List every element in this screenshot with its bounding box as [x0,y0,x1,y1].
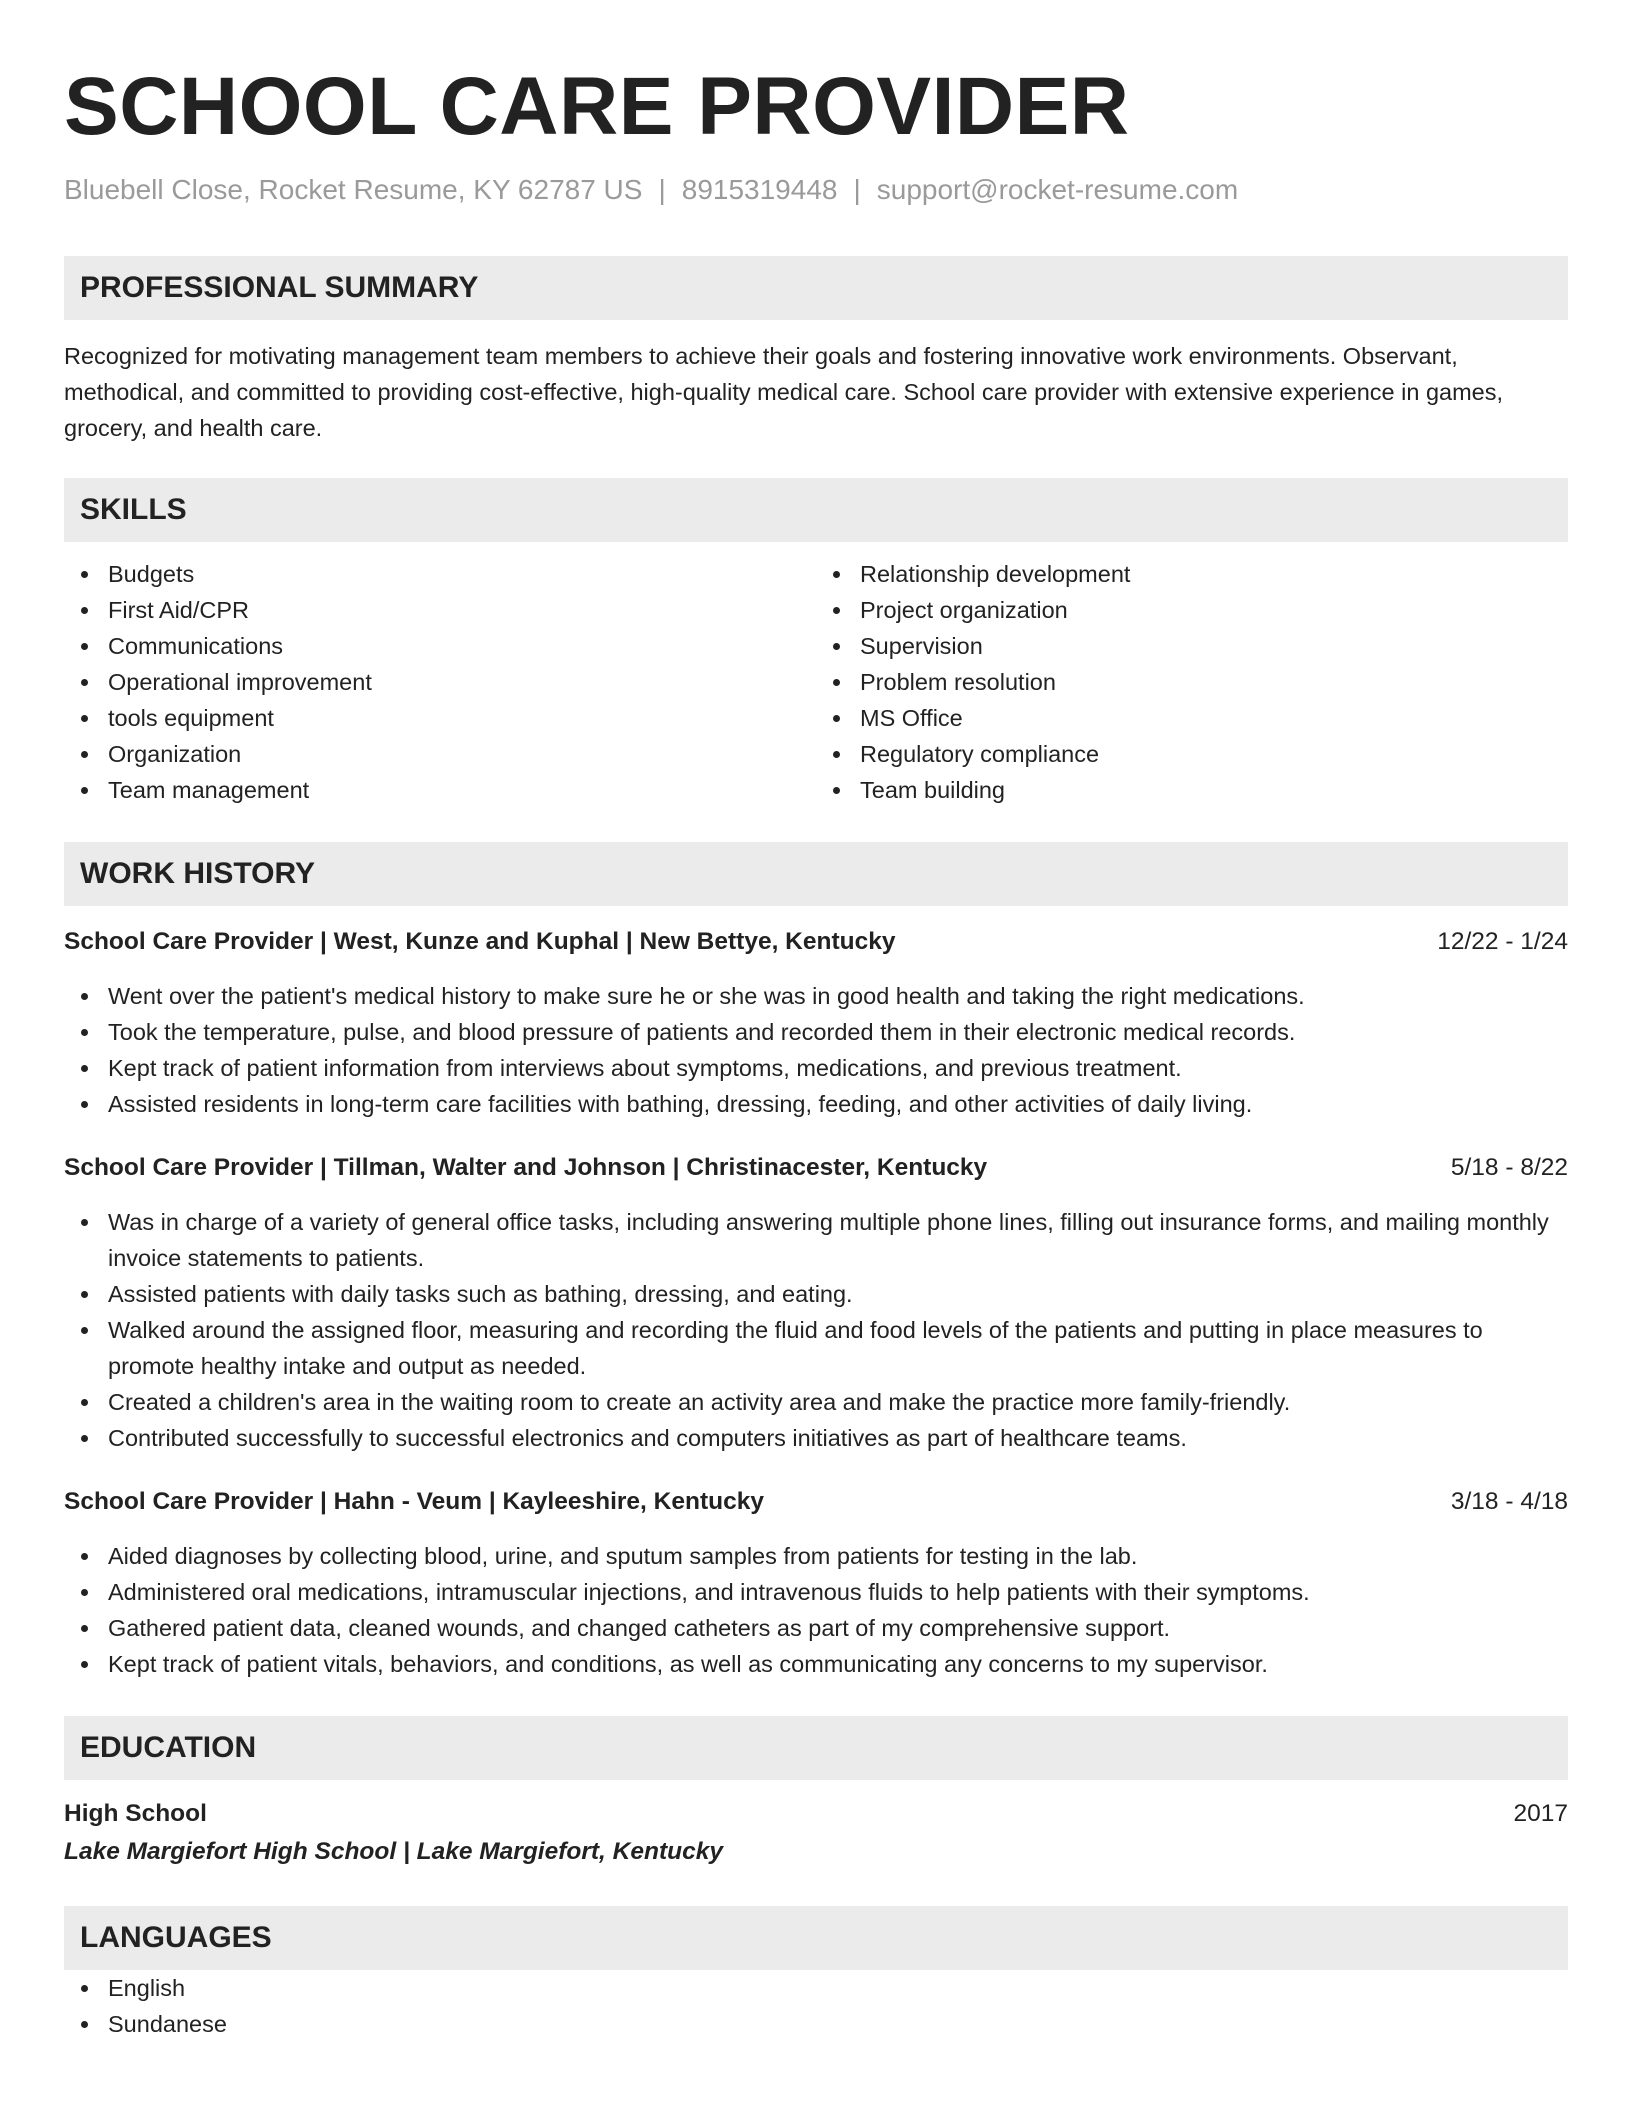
job-bullet: Gathered patient data, cleaned wounds, and changed catheters as part of my comprehensive support. [64,1610,1568,1646]
candidate-name: SCHOOL CARE PROVIDER [64,61,1130,152]
section-header-languages: LANGUAGES [64,1906,1568,1970]
job-entry [64,924,1568,1122]
job-title: School Care Provider | West, Kunze and Kuphal | New Bettye, Kentucky [64,928,896,955]
section-header-skills: SKILLS [64,478,1568,542]
education-school: Lake Margiefort High School | Lake Margiefort, Kentucky [64,1838,723,1865]
job-bullet: Administered oral medications, intramuscular injections, and intravenous fluids to help patients with their symptoms. [64,1574,1568,1610]
job-bullet: Kept track of patient information from interviews about symptoms, medications, and previous treatment. [64,1050,1568,1086]
job-dates: 3/18 - 4/18 [1450,1488,1568,1515]
section-header-education: EDUCATION [64,1716,1568,1780]
job-bullet: Was in charge of a variety of general office tasks, including answering multiple phone lines, filling out insurance forms, and mailing monthly invoice statements to patients. [64,1204,1568,1276]
skills-column-right [816,556,1568,808]
skill-item: Supervision [816,628,1568,664]
job-heading-row [64,1150,1568,1186]
skills-column-left [64,556,816,808]
languages-list [64,1970,1568,2042]
contact-phone: 8915319448 [681,174,838,205]
skill-item: Problem resolution [816,664,1568,700]
job-entry [64,1150,1568,1456]
job-title: School Care Provider | Hahn - Veum | Kayleeshire, Kentucky [64,1488,764,1515]
skill-item: Team management [64,772,816,808]
skills-grid [64,556,1568,808]
skill-item: Team building [816,772,1568,808]
job-bullet: Assisted residents in long-term care facilities with bathing, dressing, feeding, and other activities of daily living. [64,1086,1568,1122]
job-bullet: Assisted patients with daily tasks such as bathing, dressing, and eating. [64,1276,1568,1312]
skill-item: Project organization [816,592,1568,628]
job-bullets [64,978,1568,1122]
education-year: 2017 [1513,1800,1568,1827]
education-heading-row [64,1796,1568,1832]
skill-item: Operational improvement [64,664,816,700]
section-header-work-history: WORK HISTORY [64,842,1568,906]
contact-separator: | [853,174,861,205]
job-bullets [64,1204,1568,1456]
education-degree: High School [64,1800,207,1827]
skill-item: Relationship development [816,556,1568,592]
summary-text: Recognized for motivating management team members to achieve their goals and fostering innovative work environments. Observant, methodical, and committed to providing cost-effective, high-quality medical care. School care provider with extensive experience in games, grocery, and health care. [64,343,1504,441]
job-entry [64,1484,1568,1682]
skill-item: Budgets [64,556,816,592]
job-bullet: Aided diagnoses by collecting blood, urine, and sputum samples from patients for testing in the lab. [64,1538,1568,1574]
job-bullet: Went over the patient's medical history to make sure he or she was in good health and taking the right medications. [64,978,1568,1014]
contact-email: support@rocket-resume.com [876,174,1239,205]
contact-separator: | [658,174,666,205]
job-heading-row [64,1484,1568,1520]
language-item: English [64,1970,1568,2006]
job-title: School Care Provider | Tillman, Walter and Johnson | Christinacester, Kentucky [64,1154,988,1181]
job-bullet: Kept track of patient vitals, behaviors, and conditions, as well as communicating any concerns to my supervisor. [64,1646,1568,1682]
skill-item: Regulatory compliance [816,736,1568,772]
job-bullet: Contributed successfully to successful electronics and computers initiatives as part of healthcare teams. [64,1420,1568,1456]
education-entry [64,1796,1568,1872]
job-bullet: Created a children's area in the waiting room to create an activity area and make the practice more family-friendly. [64,1384,1568,1420]
section-header-summary: PROFESSIONAL SUMMARY [64,256,1568,320]
skill-item: tools equipment [64,700,816,736]
contact-address: Bluebell Close, Rocket Resume, KY 62787 US [64,174,643,205]
language-item: Sundanese [64,2006,1568,2042]
contact-line [64,176,1568,204]
job-bullet: Walked around the assigned floor, measuring and recording the fluid and food levels of the patients and putting in place measures to promote healthy intake and output as needed. [64,1312,1568,1384]
skill-item: First Aid/CPR [64,592,816,628]
job-dates: 12/22 - 1/24 [1437,928,1568,955]
job-bullets [64,1538,1568,1682]
job-heading-row [64,924,1568,960]
skill-item: Communications [64,628,816,664]
job-dates: 5/18 - 8/22 [1450,1154,1568,1181]
skill-item: Organization [64,736,816,772]
skill-item: MS Office [816,700,1568,736]
job-bullet: Took the temperature, pulse, and blood pressure of patients and recorded them in their electronic medical records. [64,1014,1568,1050]
